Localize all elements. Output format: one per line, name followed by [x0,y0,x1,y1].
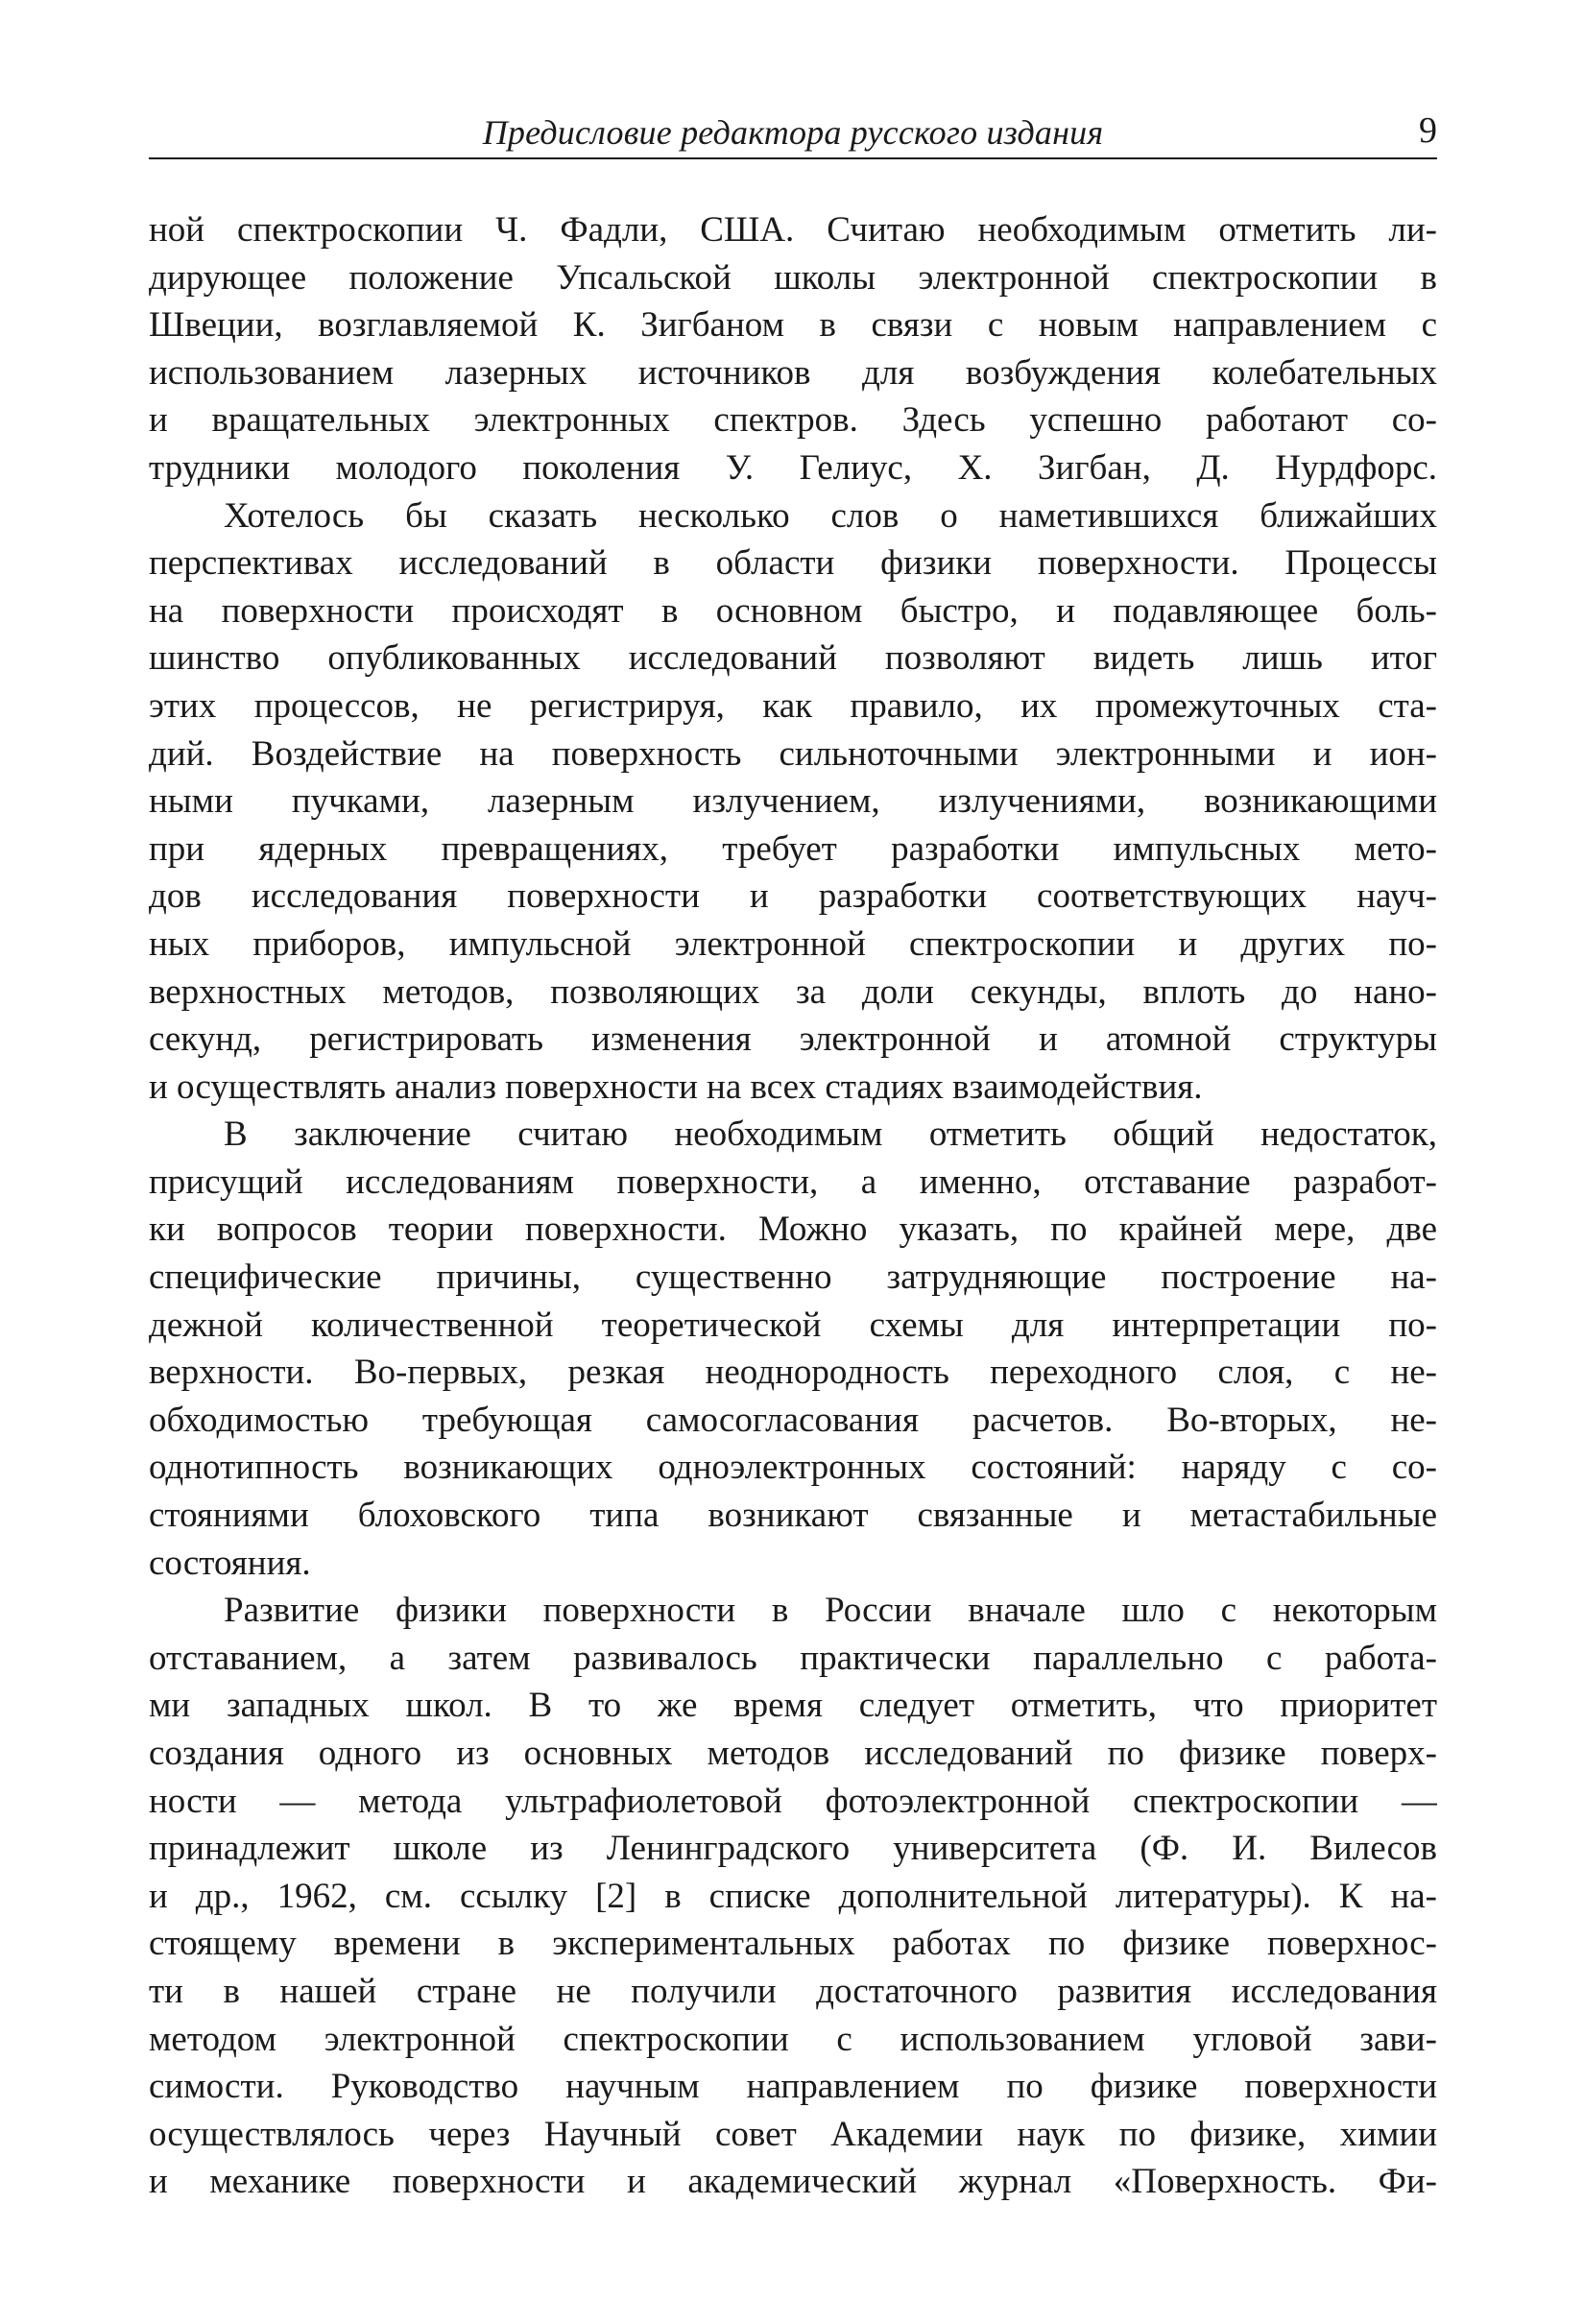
text-line: специфические причины, существенно затрудняющие построение на- [149,1258,1437,1298]
text-line: присущий исследованиям поверхности, а именно, отставание разработ- [149,1162,1437,1202]
text-line: секунд, регистрировать изменения электронной и атомной структуры [149,1019,1437,1060]
text-line: перспективах исследований в области физики поверхности. Процессы [149,543,1437,584]
text-line: отставанием, а затем развивалось практически параллельно с работа- [149,1638,1437,1678]
text-line: и механике поверхности и академический журнал «Поверхность. Фи- [149,2162,1437,2202]
text-line: стояниями блоховского типа возникают связанные и метастабильные [149,1496,1437,1536]
text-line: и вращательных электронных спектров. Здесь успешно работают со- [149,400,1437,441]
text-line: трудники молодого поколения У. Гелиус, Х. Зигбан, Д. Нурдфорс. [149,447,1437,488]
paragraph [149,492,1437,1112]
running-head [149,106,1437,159]
text-line: осуществлялось через Научный совет Академии наук по физике, химии [149,2114,1437,2154]
page-number: 9 [1419,110,1437,151]
body-text [149,206,1437,2206]
text-line: шинство опубликованных исследований позволяют видеть лишь итог [149,638,1437,679]
text-line: дов исследования поверхности и разработки соответствующих науч- [149,876,1437,917]
text-line: верхностных методов, позволяющих за доли секунды, вплоть до нано- [149,971,1437,1012]
text-line: Швеции, возглавляемой К. Зигбаном в связи с новым направлением с [149,305,1437,346]
text-line: В заключение считаю необходимым отметить общий недостаток, [224,1114,1437,1155]
text-line: верхности. Во-первых, резкая неоднородность переходного слоя, с не- [149,1353,1437,1393]
text-line: ки вопросов теории поверхности. Можно указать, по крайней мере, две [149,1210,1437,1250]
text-line: ти в нашей стране не получили достаточного развития исследования [149,1971,1437,2011]
text-line: стоящему времени в экспериментальных работах по физике поверхнос- [149,1924,1437,1964]
text-line: обходимостью требующая самосогласования расчетов. Во-вторых, не- [149,1400,1437,1440]
text-line: дий. Воздействие на поверхность сильноточными электронными и ион- [149,733,1437,774]
text-line: использованием лазерных источников для возбуждения колебательных [149,352,1437,393]
text-line: и осуществлять анализ поверхности на всех стадиях взаимодействия. [149,1066,1203,1107]
text-line: ных приборов, импульсной электронной спектроскопии и других по- [149,923,1437,964]
text-line: Хотелось бы сказать несколько слов о наметившихся ближайших [224,495,1437,536]
text-line: ными пучками, лазерным излучением, излучениями, возникающими [149,781,1437,822]
text-line: создания одного из основных методов исследований по физике поверх- [149,1734,1437,1773]
text-line: ности — метода ультрафиолетовой фотоэлектронной спектроскопии — [149,1781,1437,1821]
text-line: симости. Руководство научным направлением по физике поверхности [149,2067,1437,2107]
text-line: дежной количественной теоретической схемы для интерпретации по- [149,1305,1437,1345]
text-line: на поверхности происходят в основном быстро, и подавляющее боль- [149,590,1437,631]
paragraph [149,1111,1437,1587]
running-title: Предисловие редактора русского издания [482,113,1104,152]
text-line: ной спектроскопии Ч. Фадли, США. Считаю необходимым отметить ли- [149,210,1437,250]
text-line: при ядерных превращениях, требует разработки импульсных мето- [149,828,1437,869]
text-line: дирующее положение Упсальской школы электронной спектроскопии в [149,257,1437,298]
text-line: Развитие физики поверхности в России вначале шло с некоторым [224,1591,1437,1631]
text-line: методом электронной спектроскопии с использованием угловой зави- [149,2019,1437,2059]
paragraph [149,206,1437,492]
text-line: и др., 1962, см. ссылку [2] в списке дополнительной литературы). К на- [149,1876,1437,1916]
text-line: однотипность возникающих одноэлектронных состояний: наряду с со- [149,1448,1437,1488]
text-line: состояния. [149,1543,311,1583]
text-line: этих процессов, не регистрируя, как правило, их промежуточных ста- [149,685,1437,726]
text-line: принадлежит школе из Ленинградского университета (Ф. И. Вилесов [149,1829,1437,1869]
text-line: ми западных школ. В то же время следует отметить, что приоритет [149,1686,1437,1726]
paragraph [149,1587,1437,2206]
